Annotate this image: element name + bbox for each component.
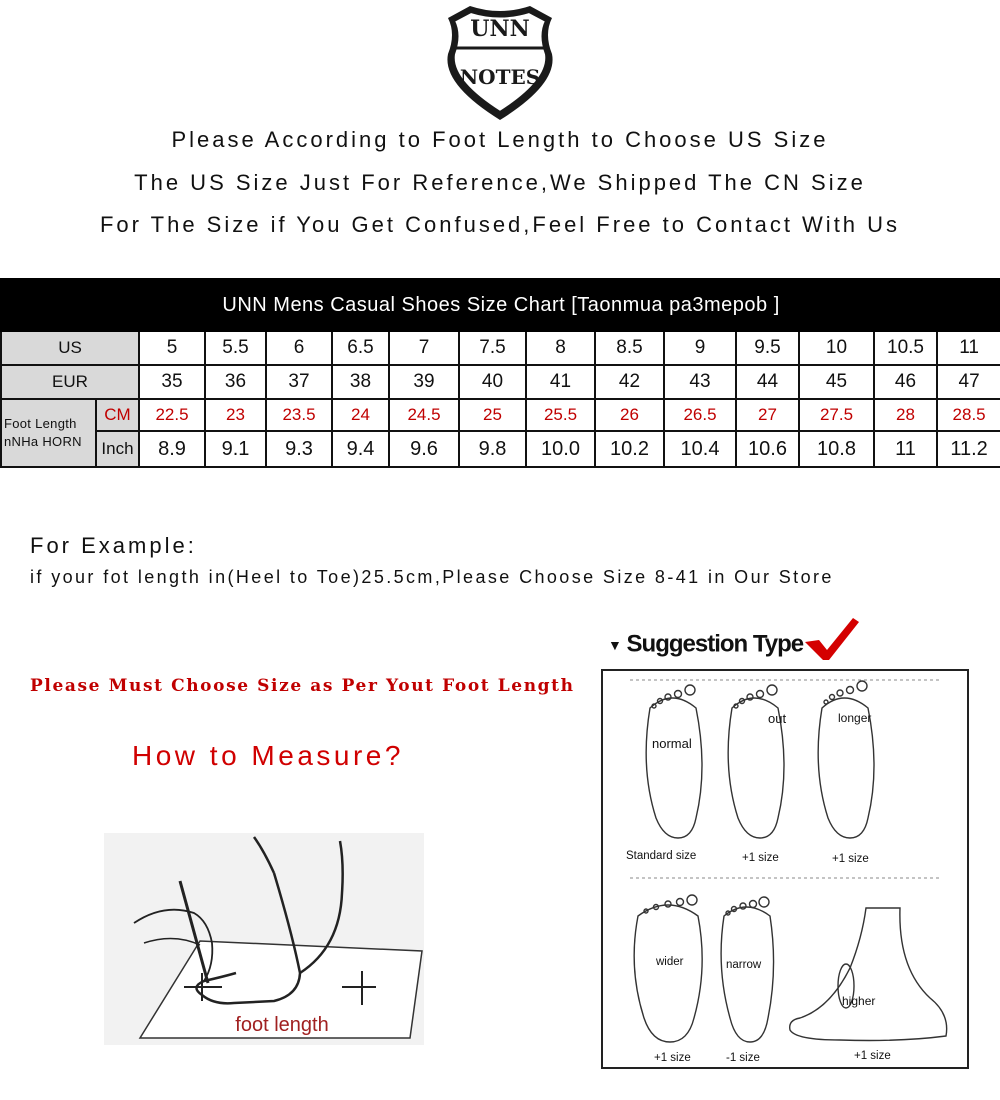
us-size-cell: 10 — [799, 331, 874, 365]
inch-length-cell: 9.6 — [389, 431, 459, 467]
cm-length-cell: 28.5 — [937, 399, 1000, 431]
cm-length-cell: 23 — [205, 399, 266, 431]
eur-label: EUR — [1, 365, 139, 399]
eur-size-cell: 45 — [799, 365, 874, 399]
header-line-2: The US Size Just For Reference,We Shipped The CN Size — [134, 170, 866, 195]
out-label: out — [768, 711, 787, 726]
cm-length-cell: 25.5 — [526, 399, 595, 431]
higher-size-label: +1 size — [854, 1050, 891, 1062]
example-text: if your fot length in(Heel to Toe)25.5cm,Please Choose Size 8-41 in Our Store — [30, 567, 834, 587]
svg-text:NOTES: NOTES — [459, 65, 541, 89]
us-size-cell: 10.5 — [874, 331, 937, 365]
inch-length-cell: 8.9 — [139, 431, 205, 467]
svg-text:UNN: UNN — [470, 16, 530, 42]
us-size-cell: 8.5 — [595, 331, 664, 365]
header-line-3: For The Size if You Get Confused,Feel Free to Contact With Us — [99, 212, 901, 237]
standard-size-label: Standard size — [626, 850, 697, 862]
foot-length-caption: foot length — [235, 1014, 329, 1036]
cm-length-cell: 28 — [874, 399, 937, 431]
eur-size-cell: 35 — [139, 365, 205, 399]
unn-notes-logo — [440, 4, 560, 122]
eur-size-row — [1, 365, 1000, 399]
cm-length-cell: 26 — [595, 399, 664, 431]
inch-length-row — [1, 431, 1000, 467]
size-notice: Please Must Choose Size as Per Yout Foot Length — [30, 676, 575, 696]
eur-size-cell: 46 — [874, 365, 937, 399]
cm-length-cell: 24.5 — [389, 399, 459, 431]
foot-measure-illustration — [104, 833, 424, 1045]
longer-size-label: +1 size — [832, 853, 869, 865]
us-size-cell: 7 — [389, 331, 459, 365]
eur-size-cell: 41 — [526, 365, 595, 399]
cm-length-row — [1, 399, 1000, 431]
eur-size-cell: 43 — [664, 365, 736, 399]
wider-label: wider — [656, 956, 684, 968]
us-size-cell: 9 — [664, 331, 736, 365]
longer-label: longer — [838, 711, 872, 725]
suggestion-title — [608, 628, 861, 662]
wider-size-label: +1 size — [654, 1052, 691, 1064]
triangle-down-icon: ▼ — [608, 637, 621, 653]
narrow-size-label: -1 size — [726, 1052, 760, 1064]
example-heading: For Example: — [30, 533, 197, 558]
size-chart-title: UNN Mens Casual Shoes Size Chart [Taonmua pa3mepob ] — [1, 279, 1000, 331]
cm-length-cell: 24 — [332, 399, 389, 431]
narrow-label: narrow — [726, 959, 762, 971]
eur-size-cell: 44 — [736, 365, 799, 399]
cm-unit-label: CM — [96, 399, 139, 431]
us-size-cell: 9.5 — [736, 331, 799, 365]
us-size-cell: 8 — [526, 331, 595, 365]
foot-length-label — [1, 399, 96, 467]
cm-length-cell: 26.5 — [664, 399, 736, 431]
foot-length-title: Foot Length — [4, 416, 77, 431]
inch-length-cell: 9.3 — [266, 431, 332, 467]
cm-length-cell: 23.5 — [266, 399, 332, 431]
inch-length-cell: 9.1 — [205, 431, 266, 467]
us-size-cell: 5.5 — [205, 331, 266, 365]
cm-length-cell: 25 — [459, 399, 526, 431]
us-size-row — [1, 331, 1000, 365]
us-size-cell: 6 — [266, 331, 332, 365]
us-size-cell: 11 — [937, 331, 1000, 365]
inch-length-cell: 9.8 — [459, 431, 526, 467]
header-line-1: Please According to Foot Length to Choose US Size — [171, 127, 829, 152]
inch-length-cell: 11.2 — [937, 431, 1000, 467]
inch-length-cell: 10.8 — [799, 431, 874, 467]
eur-size-cell: 38 — [332, 365, 389, 399]
suggestion-type-chart — [600, 668, 970, 1073]
cm-length-cell: 27 — [736, 399, 799, 431]
inch-length-cell: 10.4 — [664, 431, 736, 467]
us-size-cell: 7.5 — [459, 331, 526, 365]
red-check-icon — [801, 616, 861, 662]
inch-length-cell: 10.2 — [595, 431, 664, 467]
eur-size-cell: 47 — [937, 365, 1000, 399]
inch-unit-label: Inch — [96, 431, 139, 467]
cm-length-cell: 27.5 — [799, 399, 874, 431]
normal-label: normal — [652, 736, 692, 751]
us-size-cell: 6.5 — [332, 331, 389, 365]
cm-length-cell: 22.5 — [139, 399, 205, 431]
eur-size-cell: 42 — [595, 365, 664, 399]
inch-length-cell: 11 — [874, 431, 937, 467]
inch-length-cell: 10.6 — [736, 431, 799, 467]
out-size-label: +1 size — [742, 852, 779, 864]
inch-length-cell: 9.4 — [332, 431, 389, 467]
size-chart-table — [0, 278, 1000, 468]
foot-length-subtitle: nNHa HORN — [4, 434, 82, 449]
higher-label: higher — [842, 994, 876, 1008]
us-label: US — [1, 331, 139, 365]
eur-size-cell: 36 — [205, 365, 266, 399]
eur-size-cell: 40 — [459, 365, 526, 399]
inch-length-cell: 10.0 — [526, 431, 595, 467]
how-to-measure-heading: How to Measure? — [132, 740, 404, 771]
us-size-cell: 5 — [139, 331, 205, 365]
eur-size-cell: 39 — [389, 365, 459, 399]
eur-size-cell: 37 — [266, 365, 332, 399]
suggestion-title-text: Suggestion Type — [626, 630, 804, 658]
